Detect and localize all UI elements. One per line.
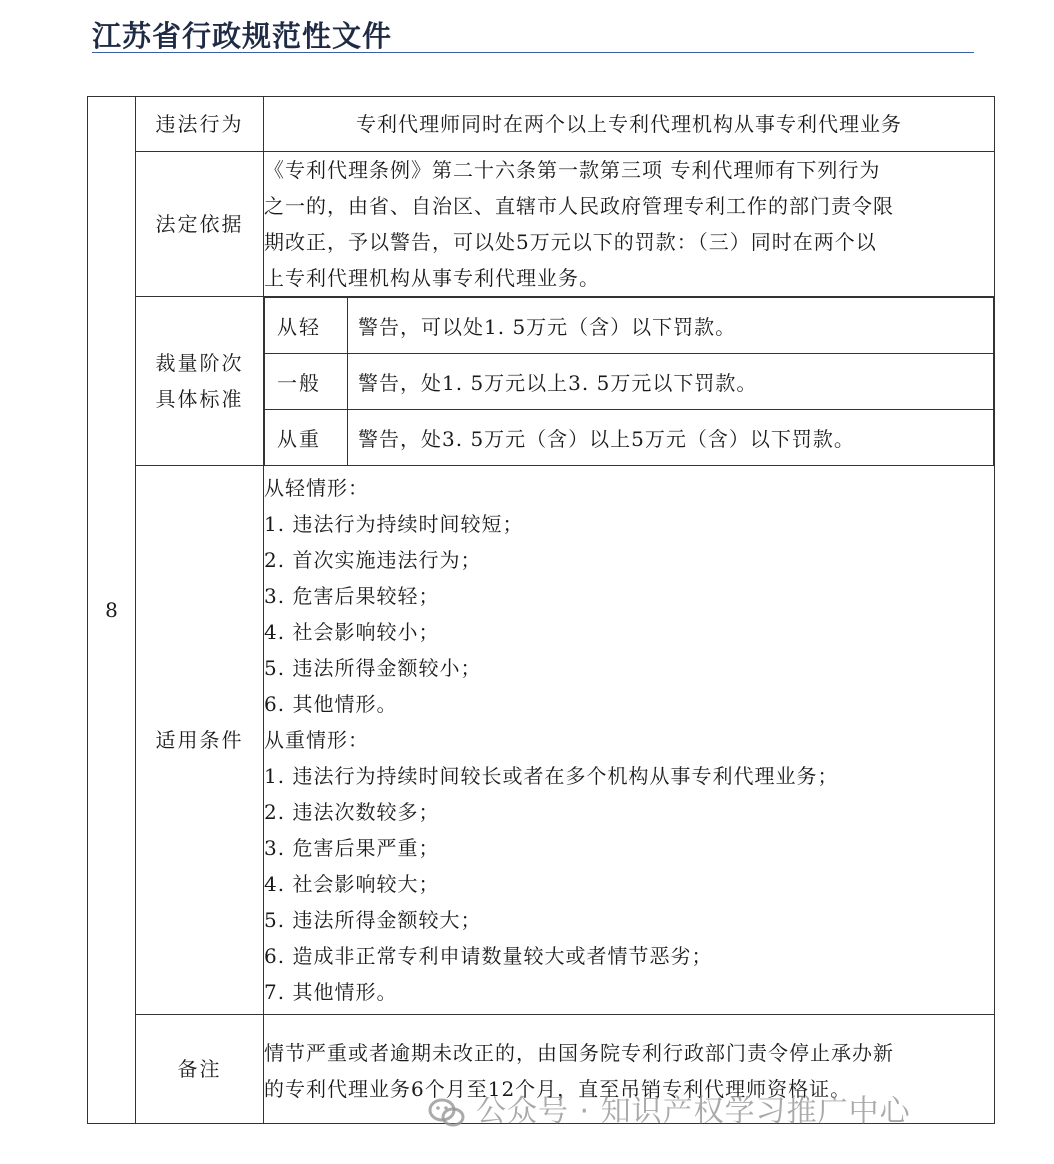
discretion-label (136, 297, 264, 466)
conditions-text (264, 466, 995, 1015)
basis-text (264, 152, 995, 297)
conditions-label: 适用条件 (136, 466, 264, 1015)
violation-label: 违法行为 (136, 97, 264, 152)
condition-line: 4. 社会影响较小； (264, 620, 440, 644)
discretion-row (265, 298, 994, 354)
discretion-row (265, 410, 994, 466)
level-standard: 警告，处3. 5万元（含）以上5万元（含）以下罚款。 (348, 410, 994, 466)
level-label: 从轻 (265, 298, 348, 354)
condition-line: 3. 危害后果严重； (264, 836, 440, 860)
condition-line: 6. 其他情形。 (264, 692, 398, 716)
condition-line: 1. 违法行为持续时间较短； (264, 512, 524, 536)
discretion-label-line: 具体标准 (155, 387, 244, 411)
condition-line: 从轻情形： (264, 476, 369, 500)
level-standard: 警告，处1. 5万元以上3. 5万元以下罚款。 (348, 354, 994, 410)
discretion-row (265, 354, 994, 410)
condition-line: 7. 其他情形。 (264, 980, 398, 1004)
watermark-text: 公众号 · 知识产权学习推广中心 (476, 1094, 911, 1129)
basis-line: 期改正，予以警告，可以处5万元以下的罚款：（三）同时在两个以 (264, 230, 877, 254)
violation-text: 专利代理师同时在两个以上专利代理机构从事专利代理业务 (264, 97, 995, 152)
condition-line: 4. 社会影响较大； (264, 872, 440, 896)
condition-line: 5. 违法所得金额较大； (264, 908, 482, 932)
penalty-table (87, 96, 995, 1124)
basis-line: 《专利代理条例》第二十六条第一款第三项 专利代理师有下列行为 (264, 158, 881, 182)
condition-line: 6. 造成非正常专利申请数量较大或者情节恶劣； (264, 944, 713, 968)
level-standard: 警告，可以处1. 5万元（含）以下罚款。 (348, 298, 994, 354)
document-header: 江苏省行政规范性文件 (92, 19, 393, 53)
discretion-label-line: 裁量阶次 (155, 351, 244, 375)
condition-line: 3. 危害后果较轻； (264, 584, 440, 608)
level-label: 从重 (265, 410, 348, 466)
condition-line: 2. 首次实施违法行为； (264, 548, 482, 572)
condition-line: 2. 违法次数较多； (264, 800, 440, 824)
watermark (428, 1086, 911, 1130)
remark-line: 的专利代理业务6个月至12个月，直至吊销专利代理师资格证。 (264, 1077, 852, 1101)
wechat-icon (428, 1098, 466, 1128)
level-label: 一般 (265, 354, 348, 410)
remarks-label: 备注 (136, 1015, 264, 1124)
basis-label: 法定依据 (136, 152, 264, 297)
condition-line: 5. 违法所得金额较小； (264, 656, 482, 680)
basis-line: 上专利代理机构从事专利代理业务。 (264, 266, 600, 290)
discretion-levels (264, 297, 995, 466)
row-number: 8 (88, 97, 136, 1124)
basis-line: 之一的，由省、自治区、直辖市人民政府管理专利工作的部门责令限 (264, 194, 894, 218)
remark-line: 情节严重或者逾期未改正的，由国务院专利行政部门责令停止承办新 (264, 1041, 894, 1065)
condition-line: 从重情形： (264, 728, 369, 752)
header-divider (92, 52, 974, 53)
condition-line: 1. 违法行为持续时间较长或者在多个机构从事专利代理业务； (264, 764, 839, 788)
